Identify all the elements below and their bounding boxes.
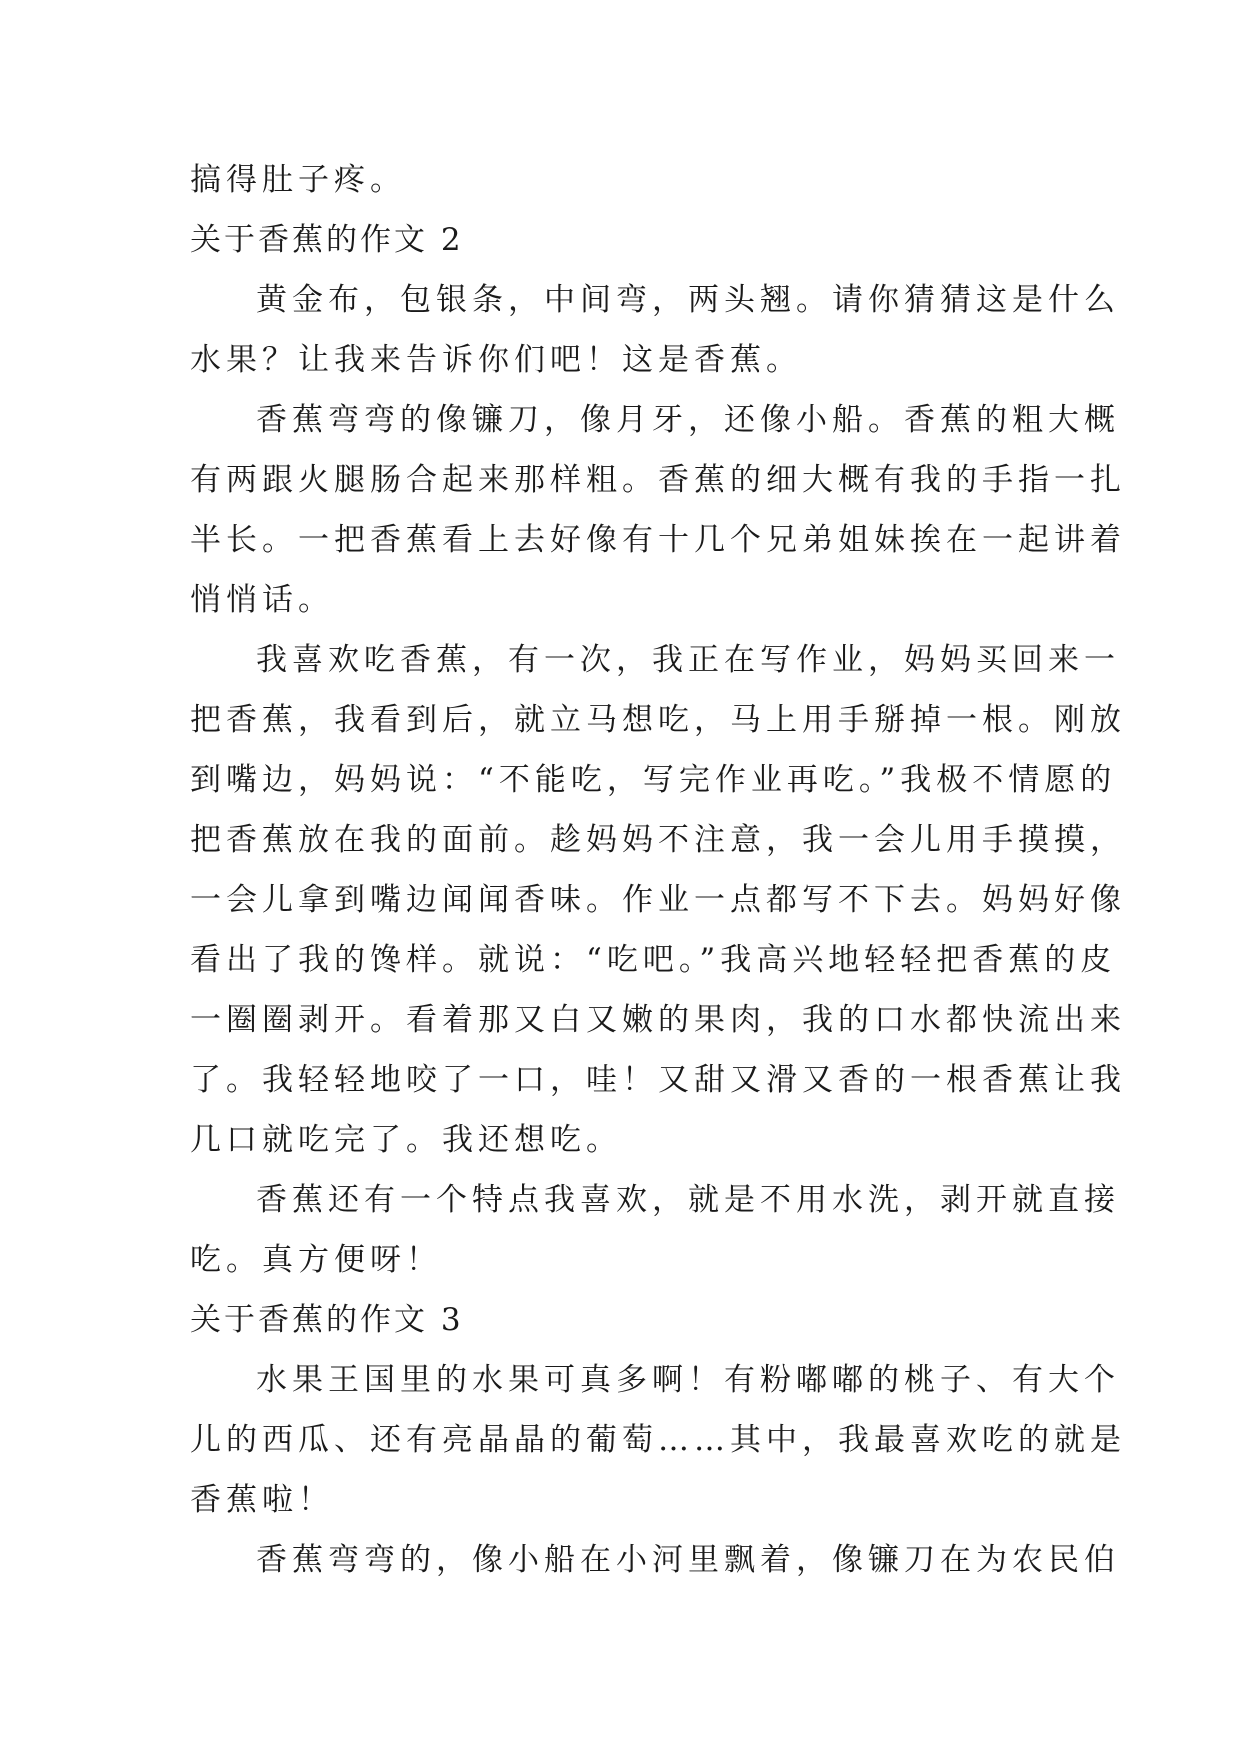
text-line: 吃。真方便呀！ bbox=[190, 1242, 442, 1278]
text-line: 一圈圈剥开。看着那又白又嫩的果肉，我的口水都快流出来 bbox=[190, 1002, 1126, 1038]
text-line: 到嘴边，妈妈说：“不能吃，写完作业再吃。”我极不情愿的 bbox=[190, 762, 1117, 798]
paragraph-first-line: 香蕉弯弯的像镰刀，像月牙，还像小船。香蕉的粗大概 bbox=[256, 402, 1120, 438]
text-line: 有两跟火腿肠合起来那样粗。香蕉的细大概有我的手指一扎 bbox=[190, 462, 1126, 498]
text-line: 把香蕉，我看到后，就立马想吃，马上用手掰掉一根。刚放 bbox=[190, 702, 1126, 738]
paragraph-first-line: 香蕉还有一个特点我喜欢，就是不用水洗，剥开就直接 bbox=[256, 1182, 1120, 1218]
text-line: 香蕉啦！ bbox=[190, 1482, 334, 1518]
text-line: 悄悄话。 bbox=[190, 582, 334, 618]
text-line: 看出了我的馋样。就说：“吃吧。”我高兴地轻轻把香蕉的皮 bbox=[190, 942, 1117, 978]
text-line: 几口就吃完了。我还想吃。 bbox=[190, 1122, 622, 1158]
paragraph-first-line: 黄金布，包银条，中间弯，两头翘。请你猜猜这是什么 bbox=[256, 282, 1120, 318]
essay-heading: 关于香蕉的作文 3 bbox=[190, 1302, 464, 1338]
essay-heading: 关于香蕉的作文 2 bbox=[190, 222, 464, 258]
text-line: 水果？让我来告诉你们吧！这是香蕉。 bbox=[190, 342, 802, 378]
text-line: 半长。一把香蕉看上去好像有十几个兄弟姐妹挨在一起讲着 bbox=[190, 522, 1126, 558]
document-page bbox=[190, 150, 1126, 1590]
paragraph-first-line: 我喜欢吃香蕉，有一次，我正在写作业，妈妈买回来一 bbox=[256, 642, 1120, 678]
paragraph-first-line: 香蕉弯弯的，像小船在小河里飘着，像镰刀在为农民伯 bbox=[256, 1542, 1120, 1578]
text-line: 了。我轻轻地咬了一口，哇！又甜又滑又香的一根香蕉让我 bbox=[190, 1062, 1126, 1098]
text-line: 把香蕉放在我的面前。趁妈妈不注意，我一会儿用手摸摸， bbox=[190, 822, 1126, 858]
text-line: 搞得肚子疼。 bbox=[190, 162, 406, 198]
paragraph-first-line: 水果王国里的水果可真多啊！有粉嘟嘟的桃子、有大个 bbox=[256, 1362, 1120, 1398]
text-line: 儿的西瓜、还有亮晶晶的葡萄……其中，我最喜欢吃的就是 bbox=[190, 1422, 1126, 1458]
text-line: 一会儿拿到嘴边闻闻香味。作业一点都写不下去。妈妈好像 bbox=[190, 882, 1126, 918]
